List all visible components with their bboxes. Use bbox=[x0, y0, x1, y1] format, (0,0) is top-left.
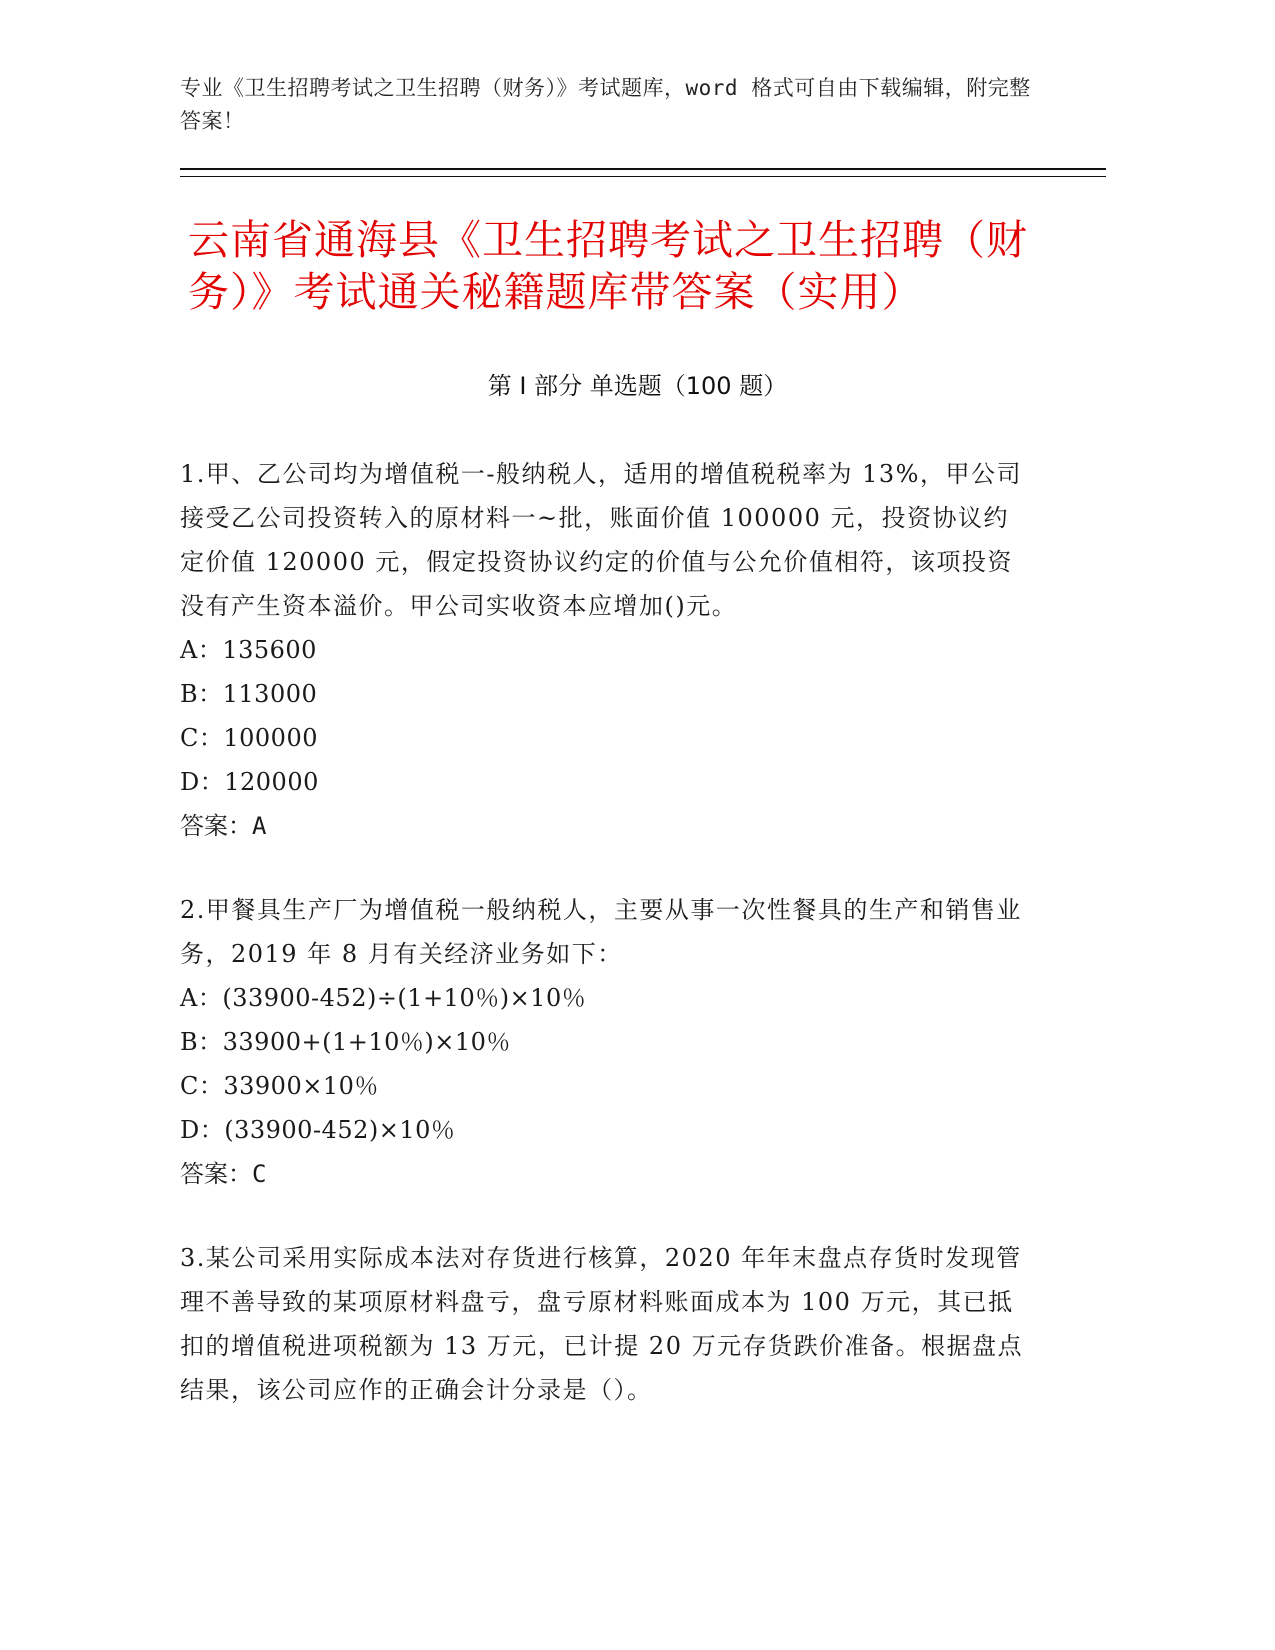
answer-label: 答案： bbox=[180, 812, 252, 840]
header-note: 专业《卫生招聘考试之卫生招聘（财务）》考试题库，word 格式可自由下载编辑，附完整答案！ bbox=[180, 76, 1031, 133]
option-d: D：120000 bbox=[180, 768, 319, 796]
option-c: C：33900×10％ bbox=[180, 1072, 379, 1100]
question-3 bbox=[180, 1236, 1030, 1412]
option-b: B：33900+(1+10％)×10％ bbox=[180, 1028, 511, 1056]
question-stem: 1.甲、乙公司均为增值税一-般纳税人，适用的增值税税率为 13%，甲公司接受乙公司投资转入的原材料一~批，账面价值 100000 元，投资协议约定价值 120000 元，假定投资协议约定的价值与公允价值相符，该项投资没有产生资本溢价。甲公司实收资本应增加()元。 bbox=[180, 460, 1022, 620]
option-c: C：100000 bbox=[180, 724, 318, 752]
document-title: 云南省通海县《卫生招聘考试之卫生招聘（财务）》考试通关秘籍题库带答案（实用） bbox=[188, 216, 1028, 316]
answer-line bbox=[180, 1152, 1030, 1196]
question-stem: 3.某公司采用实际成本法对存货进行核算，2020 年年末盘点存货时发现管理不善导致的某项原材料盘亏，盘亏原材料账面成本为 100 万元，其已抵扣的增值税进项税额为 13 万元，已计提 20 万元存货跌价准备。根据盘点结果，该公司应作的正确会计分录是（）。 bbox=[180, 1244, 1024, 1404]
header-divider-thick bbox=[180, 168, 1106, 170]
question-2 bbox=[180, 888, 1030, 1196]
answer-line bbox=[180, 804, 1030, 848]
question-stem: 2.甲餐具生产厂为增值税一般纳税人，主要从事一次性餐具的生产和销售业务，2019 年 8 月有关经济业务如下： bbox=[180, 896, 1022, 968]
header-divider-thin bbox=[180, 176, 1106, 177]
option-d: D：(33900-452)×10％ bbox=[180, 1116, 456, 1144]
option-a: A：(33900-452)÷(1+10％)×10％ bbox=[180, 984, 587, 1012]
question-1 bbox=[180, 452, 1030, 848]
option-b: B：113000 bbox=[180, 680, 318, 708]
answer-value: A bbox=[252, 812, 267, 840]
option-a: A：135600 bbox=[180, 636, 317, 664]
answer-value: C bbox=[252, 1160, 267, 1188]
answer-label: 答案： bbox=[180, 1160, 252, 1188]
section-title: 第 I 部分 单选题（100 题） bbox=[487, 372, 788, 400]
